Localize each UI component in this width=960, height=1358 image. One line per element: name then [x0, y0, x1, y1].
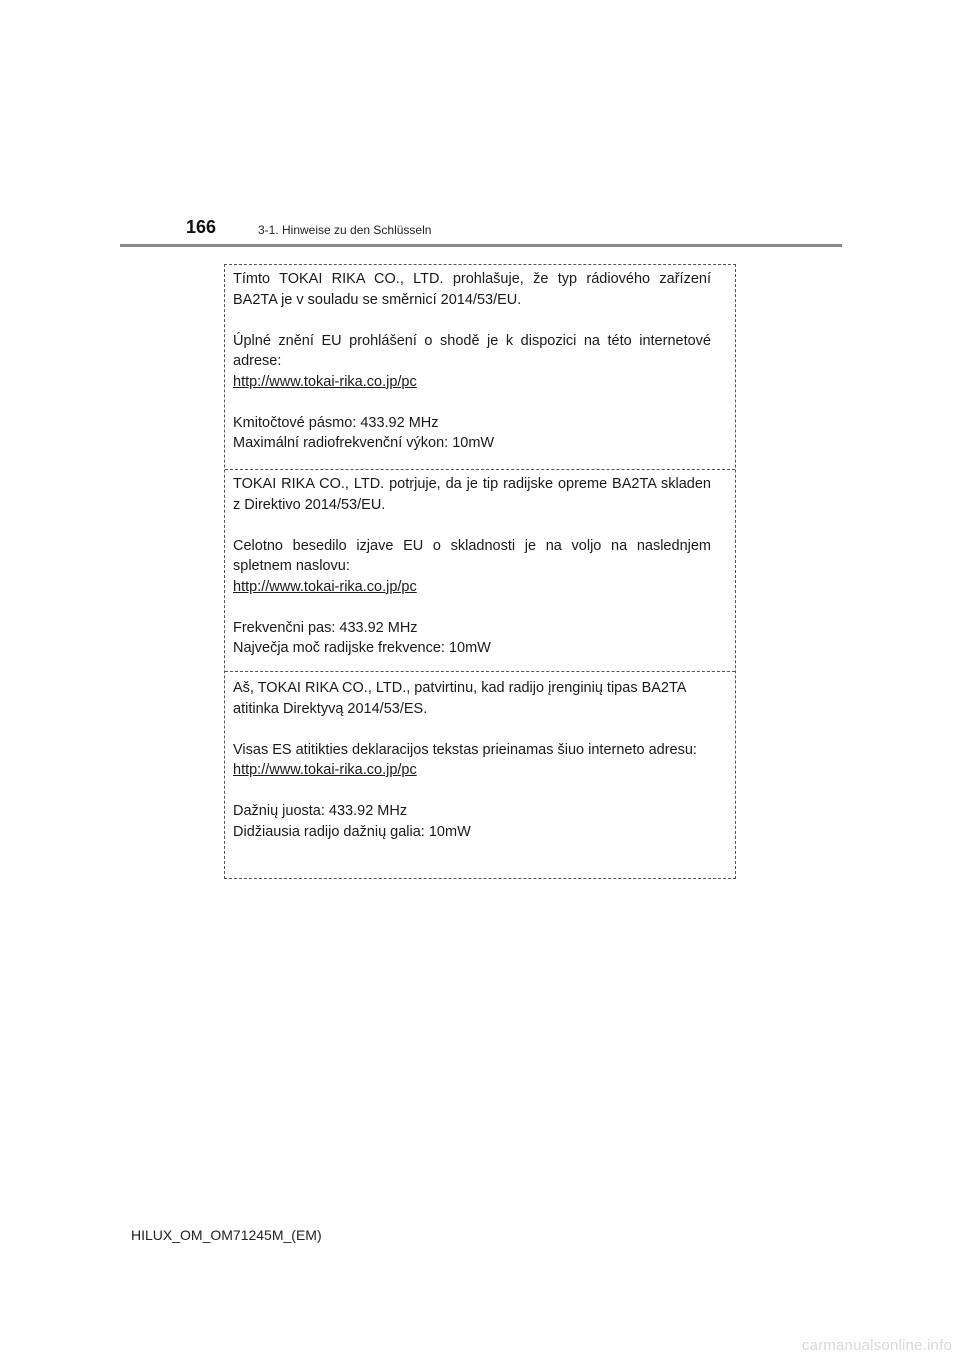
declaration-full-text-intro: Visas ES atitikties deklaracijos tekstas prieinamas šiuo interneto adresu: [233, 741, 697, 758]
declaration-czech [225, 265, 735, 469]
section-title: 3-1. Hinweise zu den Schlüsseln [258, 223, 432, 237]
max-power: Maximální radiofrekvenční výkon: 10mW [233, 435, 495, 451]
declaration-url-link[interactable]: http://www.tokai-rika.co.jp/pc [233, 762, 417, 778]
declaration-full-text-intro: Celotno besedilo izjave EU o skladnosti je na voljo na naslednjem spletnem naslovu: [233, 537, 711, 574]
declaration-url-link[interactable]: http://www.tokai-rika.co.jp/pc [233, 578, 417, 595]
header-rule [120, 244, 842, 247]
footer-document-code: HILUX_OM_OM71245M_(EM) [131, 1227, 322, 1243]
declaration-statement: Aš, TOKAI RIKA CO., LTD., patvirtinu, kad radijo įrenginių tipas BA2TA atitinka Direktyvą 2014/53/ES. [233, 680, 686, 717]
declaration-statement: TOKAI RIKA CO., LTD. potrjuje, da je tip radijske opreme BA2TA skladen z Direktivo 2014/53/EU. [233, 476, 711, 513]
page-number: 166 [186, 217, 217, 237]
declaration-full-text-intro: Úplné znění EU prohlášení o shodě je k dispozici na této internetové adrese: [233, 332, 711, 369]
declaration-statement: Tímto TOKAI RIKA CO., LTD. prohlašuje, že typ rádiového zařízení BA2TA je v souladu se směrnicí 2014/53/EU. [233, 271, 711, 308]
frequency-band: Frekvenčni pas: 433.92 MHz [233, 619, 418, 636]
declaration-lithuanian [225, 671, 735, 878]
frequency-band: Dažnių juosta: 433.92 MHz [233, 803, 408, 819]
declaration-url-link[interactable]: http://www.tokai-rika.co.jp/pc [233, 373, 417, 390]
declaration-box [224, 264, 736, 879]
max-power: Didžiausia radijo dažnių galia: 10mW [233, 823, 471, 840]
watermark: carmanualsonline.info [801, 1337, 952, 1354]
declaration-slovenian [225, 469, 735, 671]
frequency-band: Kmitočtové pásmo: 433.92 MHz [233, 414, 439, 431]
max-power: Največja moč radijske frekvence: 10mW [233, 640, 491, 656]
